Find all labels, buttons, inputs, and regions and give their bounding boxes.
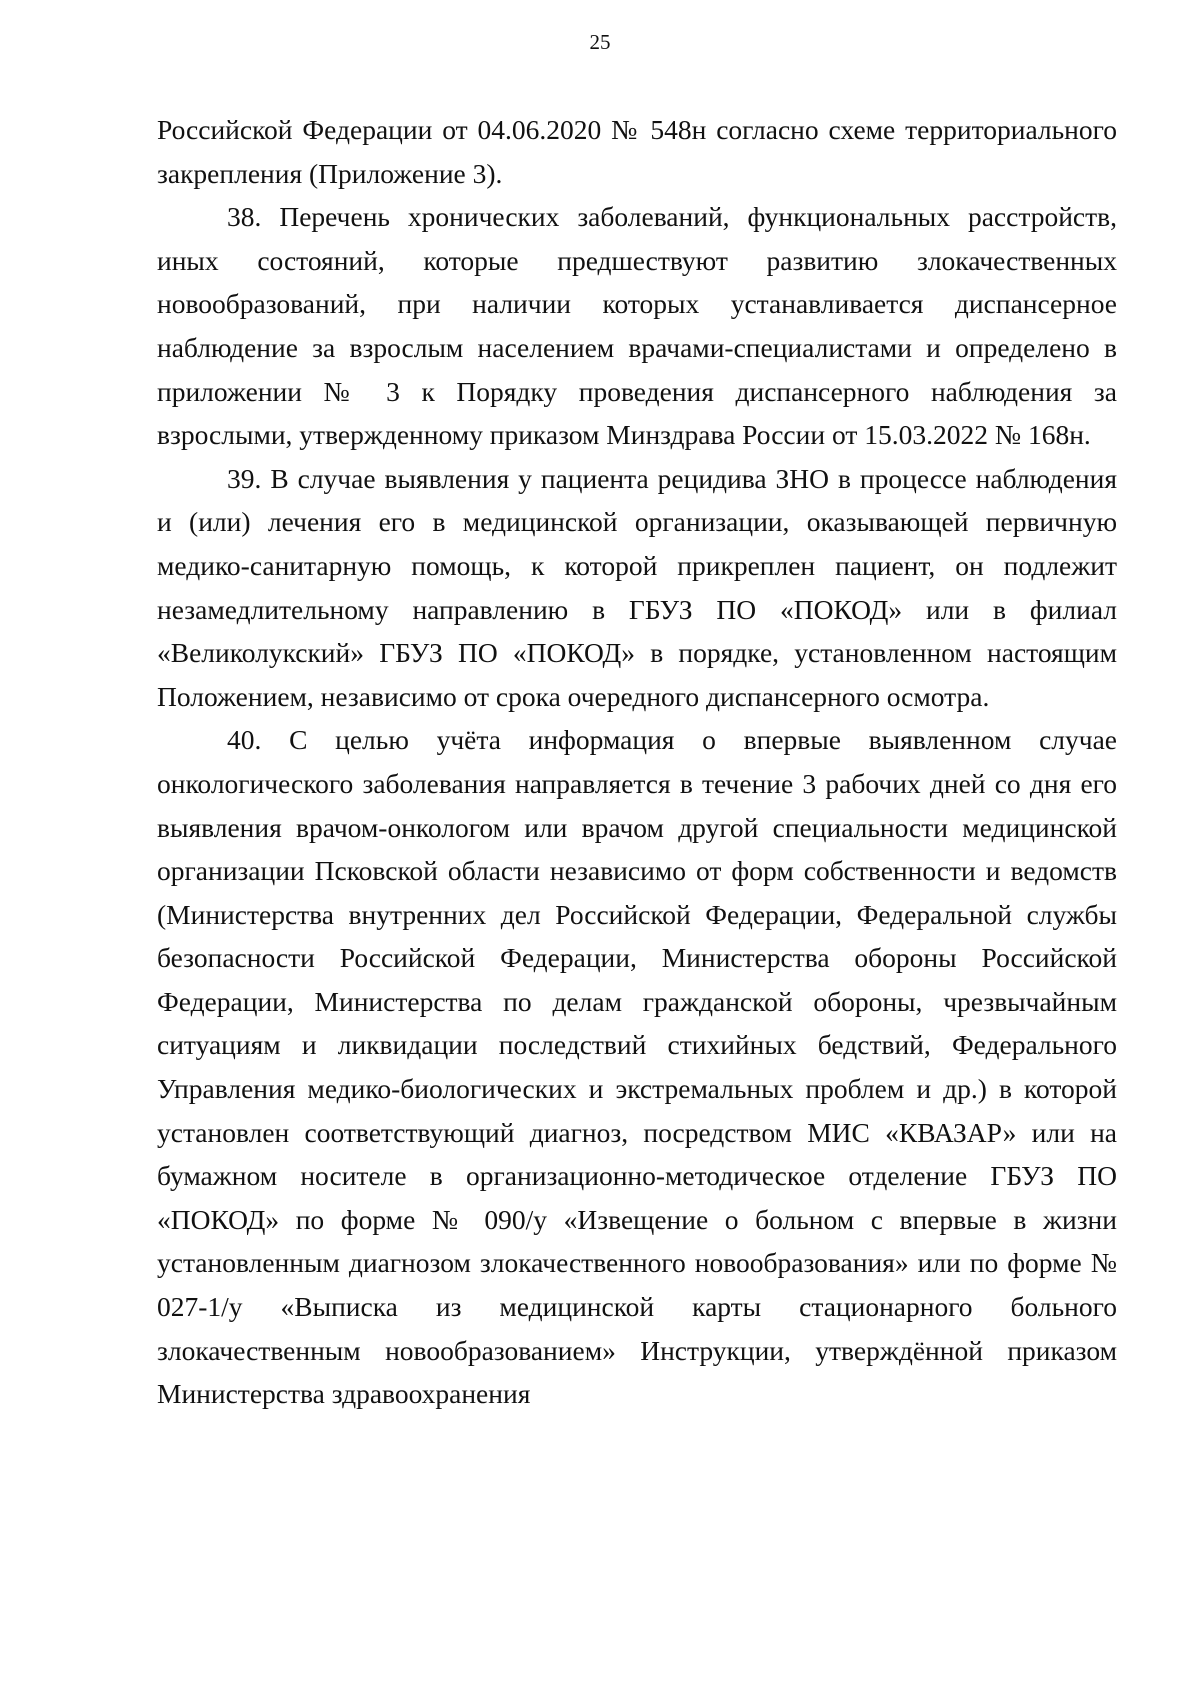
page-number: 25	[589, 30, 611, 54]
paragraph-38: 38. Перечень хронических заболеваний, функциональных расстройств, иных состояний, которые предшествуют развитию злокачественных новообразований, при наличии которых устанавливается диспансерное наблюдение за взрослым населением врачами-специалистами и определено в приложении № 3 к Порядку проведения диспансерного наблюдения за взрослыми, утвержденному приказом Минздрава России от 15.03.2022 № 168н.	[157, 201, 1117, 451]
document-body	[157, 108, 1117, 1416]
paragraph-40: 40. С целью учёта информация о впервые выявленном случае онкологического заболевания направляется в течение 3 рабочих дней со дня его выявления врачом-онкологом или врачом другой специальности медицинской организации Псковской области независимо от форм собственности и ведомств (Министерства внутренних дел Российской Федерации, Федеральной службы безопасности Российской Федерации, Министерства обороны Российской Федерации, Министерства по делам гражданской обороны, чрезвычайным ситуациям и ликвидации последствий стихийных бедствий, Федерального Управления медико-биологических и экстремальных проблем и др.) в которой установлен соответствующий диагноз, посредством МИС «КВАЗАР» или на бумажном носителе в организационно-методическое отделение ГБУЗ ПО «ПОКОД» по форме № 090/у «Извещение о больном с впервые в жизни установленным диагнозом злокачественного новообразования» или по форме № 027-1/у «Выписка из медицинской карты стационарного больного злокачественным новообразованием» Инструкции, утверждённой приказом Министерства здравоохранения	[157, 724, 1117, 1410]
paragraph-continuation: Российской Федерации от 04.06.2020 № 548н согласно схеме территориального закрепления (Приложение 3).	[157, 114, 1117, 189]
paragraph-39: 39. В случае выявления у пациента рецидива ЗНО в процессе наблюдения и (или) лечения его в медицинской организации, оказывающей первичную медико-санитарную помощь, к которой прикреплен пациент, он подлежит незамедлительному направлению в ГБУЗ ПО «ПОКОД» или в филиал «Великолукский» ГБУЗ ПО «ПОКОД» в порядке, установленном настоящим Положением, независимо от срока очередного диспансерного осмотра.	[157, 462, 1117, 712]
